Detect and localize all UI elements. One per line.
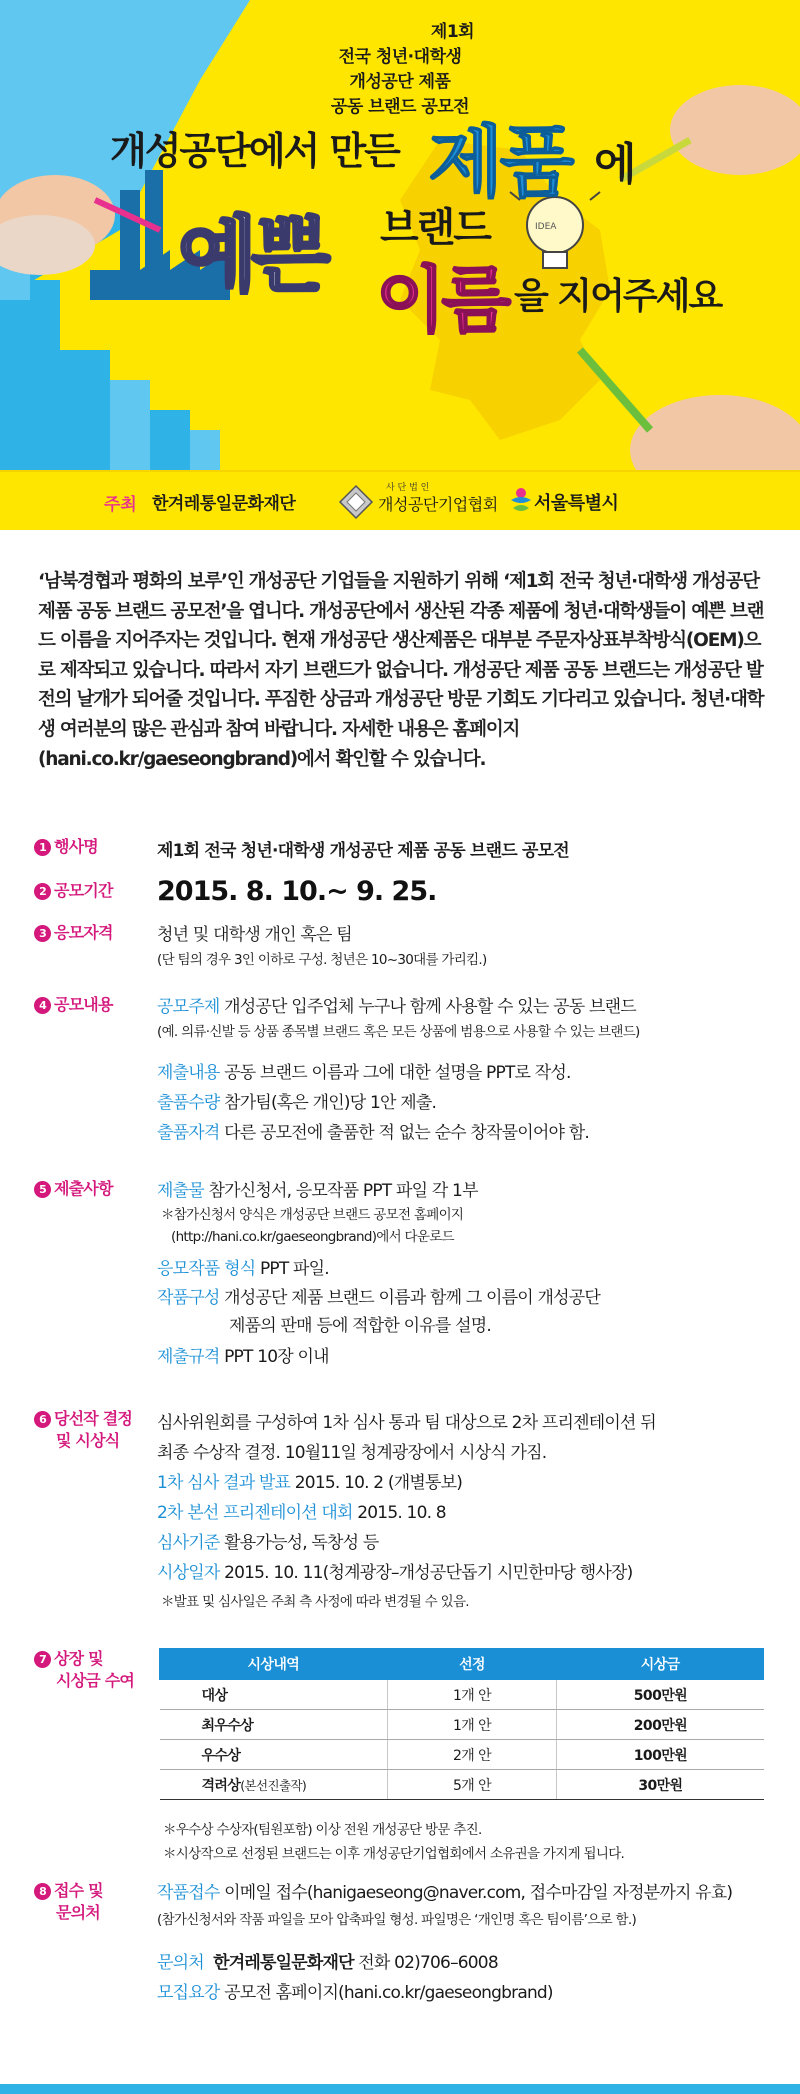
theme-line: 공모주제 개성공단 입주업체 누구나 함께 사용할 수 있는 공동 브랜드	[157, 997, 636, 1017]
section-title: 공모내용	[54, 995, 113, 1014]
section-label	[34, 1408, 154, 1452]
section-label	[34, 880, 154, 902]
count-cell: 1개 안	[387, 1680, 557, 1710]
award-cell: 격려상(본선진출작)	[160, 1770, 388, 1800]
sponsor-seoul-city: 서울특별시	[534, 493, 619, 514]
headline-brand-word: 브랜드	[380, 205, 490, 251]
section-body	[157, 1178, 777, 1374]
column-header: 선정	[387, 1649, 557, 1680]
section-label	[34, 1880, 154, 1924]
section-body	[157, 922, 777, 972]
sponsor-gaeseong-association: 개성공단기업협회	[378, 495, 498, 514]
hero-banner	[0, 0, 800, 530]
contact-org-logo: 한겨레통일문화재단	[213, 1953, 354, 1973]
form-download-note: ＊참가신청서 양식은 개성공단 브랜드 공모전 홈페이지	[161, 1207, 464, 1223]
section-title: 접수 및	[54, 1881, 103, 1900]
ownership-note: ＊시상작으로 선정된 브랜드는 이후 개성공단기업협회에서 소유권을 가지게 됩니다.	[163, 1846, 625, 1862]
section-number-badge: 1	[34, 839, 51, 856]
column-header: 시상내역	[160, 1649, 388, 1680]
format-line: 응모작품 형식 PPT 파일.	[157, 1259, 329, 1279]
amount-cell: 200만원	[557, 1710, 764, 1740]
edition-line: 공동 브랜드 공모전	[330, 97, 470, 117]
amount-cell: 30만원	[557, 1770, 764, 1800]
headline-part1: 개성공단에서 만든	[110, 129, 399, 173]
criteria-line: 심사기준 활용가능성, 독창성 등	[157, 1533, 379, 1553]
headline-ending: 을 지어주세요	[514, 276, 722, 317]
prize-table-header-row	[160, 1649, 764, 1680]
section-title-cont: 및 시상식	[56, 1431, 120, 1450]
sponsor-hankyoreh-logo: 한겨레통일문화재단	[152, 494, 296, 514]
section-number-badge: 6	[34, 1411, 51, 1428]
intro-paragraph: ‘남북경협과 평화의 보루’인 개성공단 기업들을 지원하기 위해 ‘제1회 전국 청년·대학생 개성공단 제품 공동 브랜드 공모전’을 엽니다. 개성공단에서 생산된 각종 제품에 청년·대학생들이 예쁜 브랜드 이름을 지어주자는 것입니다. 현재 개성공단 생산제품은 대부분 주문자상표부착방식(OEM)으로 제작되고 있습니다. 따라서 자기 브랜드가 없습니다. 개성공단 제품 공동 브랜드는 개성공단 발전의 날개가 되어줄 것입니다. 푸짐한 상금과 개성공단 방문 기회도 기다리고 있습니다. 청년·대학생 여러분의 많은 관심과 참여 바랍니다. 자세한 내용은 홈페이지(hani.co.kr/gaeseongbrand)에서 확인할 수 있습니다.	[38, 571, 764, 770]
award-cell: 최우수상	[160, 1710, 388, 1740]
quantity-line: 출품수량 참가팀(혹은 개인)당 1안 제출.	[157, 1093, 437, 1113]
table-row	[160, 1740, 764, 1770]
section-body	[159, 1648, 779, 1866]
selection-line-2: 최종 수상작 결정. 10월11일 청계광장에서 시상식 가짐.	[157, 1443, 547, 1463]
visit-note: ＊우수상 수상자(팀원포함) 이상 전원 개성공단 방문 추진.	[163, 1822, 482, 1838]
section-body	[157, 876, 777, 907]
table-row	[160, 1770, 764, 1800]
section-number-badge: 2	[34, 883, 51, 900]
sponsor-row	[0, 478, 800, 530]
section-title: 제출사항	[54, 1179, 113, 1198]
bulb-idea-label: IDEA	[535, 222, 557, 232]
sponsor-label: 주최	[104, 495, 137, 515]
table-row	[160, 1680, 764, 1710]
count-cell: 1개 안	[387, 1710, 557, 1740]
ceremony-date-line: 시상일자 2015. 10. 11(청계광장–개성공단돕기 시민한마당 행사장)	[157, 1563, 633, 1583]
section-body	[157, 994, 777, 1148]
headline-product-word: 제품	[428, 118, 571, 208]
section-title-cont: 시상금 수여	[56, 1671, 135, 1690]
section-title: 공모기간	[54, 881, 113, 900]
eligibility-text: 청년 및 대학생 개인 혹은 팀	[157, 925, 352, 945]
section-body	[157, 1880, 777, 2008]
theme-note: (예. 의류·신발 등 상품 종목별 브랜드 혹은 모든 상품에 범용으로 사용할 수 있는 브랜드)	[157, 1024, 640, 1040]
section-number-badge: 5	[34, 1181, 51, 1198]
file-format-note: (참가신청서와 작품 파일을 모아 압축파일 형성. 파일명은 ‘개인명 혹은 팀이름’으로 함.)	[157, 1912, 637, 1928]
section-number-badge: 4	[34, 997, 51, 1014]
section-title-cont: 문의처	[56, 1903, 100, 1922]
section-label	[34, 1648, 154, 1692]
section-title: 응모자격	[54, 923, 113, 942]
amount-cell: 100만원	[557, 1740, 764, 1770]
seoul-city-logo-icon	[508, 486, 534, 516]
section-body	[157, 1408, 777, 1616]
section-number-badge: 8	[34, 1883, 51, 1900]
submission-email-line: 작품접수 이메일 접수(hanigaeseong@naver.com, 접수마감일 자정분까지 유효)	[157, 1883, 733, 1903]
edition-line: 전국 청년·대학생	[338, 47, 462, 67]
composition-line-2: 제품의 판매 등에 적합한 이유를 설명.	[229, 1316, 491, 1336]
column-header: 시상금	[557, 1649, 764, 1680]
composition-line: 작품구성 개성공단 제품 브랜드 이름과 함께 그 이름이 개성공단	[157, 1288, 601, 1308]
edition-line: 개성공단 제품	[349, 72, 451, 92]
event-name-text: 제1회 전국 청년·대학생 개성공단 제품 공동 브랜드 공모전	[157, 841, 569, 861]
section-label	[34, 1178, 154, 1200]
gaeseong-association-logo-icon	[338, 484, 374, 520]
section-title: 당선작 결정	[54, 1409, 133, 1428]
edition-line: 제1회	[430, 22, 475, 42]
section-title: 행사명	[54, 837, 98, 856]
headline-pretty-word: 예쁜	[178, 208, 325, 303]
entry-eligibility-line: 출품자격 다른 공모전에 출품한 적 없는 순수 창작물이어야 함.	[157, 1123, 589, 1143]
spec-line: 제출규격 PPT 10장 이내	[157, 1347, 329, 1367]
round1-result-line: 1차 심사 결과 발표 2015. 10. 2 (개별통보)	[157, 1473, 463, 1493]
guide-line: 모집요강 공모전 홈페이지(hani.co.kr/gaeseongbrand)	[157, 1983, 553, 2003]
bottom-decor-bar	[0, 2084, 800, 2094]
period-dates: 2015. 8. 10.~ 9. 25.	[157, 876, 437, 907]
edition-title-block	[0, 20, 800, 120]
prize-table	[159, 1648, 764, 1800]
award-cell: 우수상	[160, 1740, 388, 1770]
selection-line-1: 심사위원회를 구성하여 1차 심사 통과 팀 대상으로 2차 프리젠테이션 뒤	[157, 1413, 656, 1433]
headline-particle: 에	[594, 139, 637, 190]
round2-presentation-line: 2차 본선 프리젠테이션 대회 2015. 10. 8	[157, 1503, 446, 1523]
submission-items-line: 제출물 참가신청서, 응모작품 PPT 파일 각 1부	[157, 1181, 478, 1201]
section-number-badge: 7	[34, 1651, 51, 1668]
form-download-url[interactable]: (http://hani.co.kr/gaeseongbrand)에서 다운로드	[171, 1229, 454, 1245]
section-title: 상장 및	[54, 1649, 103, 1668]
count-cell: 2개 안	[387, 1740, 557, 1770]
sponsor2-corp-label: 사 단 법 인	[386, 483, 430, 493]
table-row	[160, 1710, 764, 1740]
headline-name-word: 이름	[376, 258, 508, 342]
section-label	[34, 922, 154, 944]
amount-cell: 500만원	[557, 1680, 764, 1710]
schedule-change-note: ＊발표 및 심사일은 주최 측 사정에 따라 변경될 수 있음.	[161, 1594, 469, 1610]
section-body	[157, 836, 777, 861]
content-line: 제출내용 공동 브랜드 이름과 그에 대한 설명을 PPT로 작성.	[157, 1063, 571, 1083]
count-cell: 5개 안	[387, 1770, 557, 1800]
section-label	[34, 836, 154, 858]
homepage-link[interactable]: 공모전 홈페이지(hani.co.kr/gaeseongbrand)	[219, 1983, 553, 2003]
section-number-badge: 3	[34, 925, 51, 942]
award-cell: 대상	[160, 1680, 388, 1710]
contact-line: 문의처 한겨레통일문화재단 전화 02)706–6008	[157, 1953, 498, 1973]
section-label	[34, 994, 154, 1016]
eligibility-note: (단 팀의 경우 3인 이하로 구성. 청년은 10~30대를 가리킴.)	[157, 952, 487, 968]
